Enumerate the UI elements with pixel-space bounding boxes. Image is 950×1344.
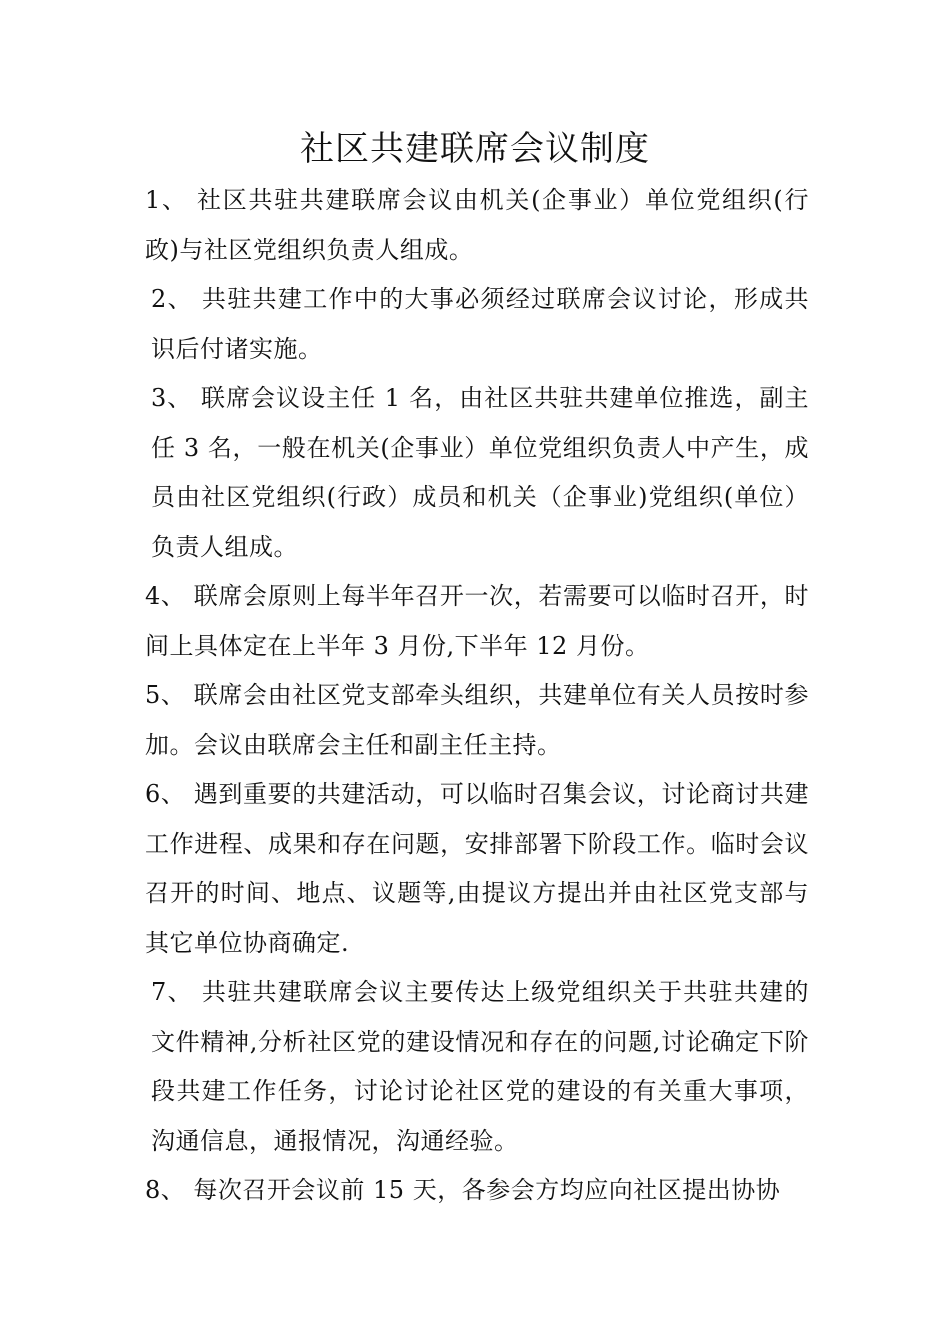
- document-title: 社区共建联席会议制度: [300, 129, 650, 169]
- paragraph-4: 4、 联席会原则上每半年召开一次，若需要可以临时召开，时间上具体定在上半年 3 月份,下半年 12 月份。: [145, 582, 809, 660]
- document-body: [145, 176, 809, 1216]
- paragraph-3: 3、 联席会议设主任 1 名，由社区共驻共建单位推选，副主任 3 名，一般在机关(企事业）单位党组织负责人中产生，成员由社区党组织(行政）成员和机关（企事业)党组织(单位）负责人组成。: [151, 384, 809, 561]
- paragraph-5: 5、 联席会由社区党支部牵头组织，共建单位有关人员按时参加。会议由联席会主任和副主任主持。: [145, 681, 809, 759]
- paragraph-2: 2、 共驻共建工作中的大事必须经过联席会议讨论，形成共识后付诸实施。: [151, 285, 809, 363]
- paragraph-1: 1、 社区共驻共建联席会议由机关(企事业）单位党组织(行政)与社区党组织负责人组成。: [145, 186, 809, 264]
- paragraph-7: 7、 共驻共建联席会议主要传达上级党组织关于共驻共建的文件精神,分析社区党的建设情况和存在的问题,讨论确定下阶段共建工作任务，讨论讨论社区党的建设的有关重大事项，沟通信息，通报情况，沟通经验。: [151, 978, 809, 1155]
- paragraph-8: 8、 每次召开会议前 15 天，各参会方均应向社区提出协协: [145, 1176, 781, 1204]
- paragraph-6: 6、 遇到重要的共建活动，可以临时召集会议，讨论商讨共建工作进程、成果和存在问题，安排部署下阶段工作。临时会议召开的时间、地点、议题等,由提议方提出并由社区党支部与其它单位协商确定.: [145, 780, 809, 957]
